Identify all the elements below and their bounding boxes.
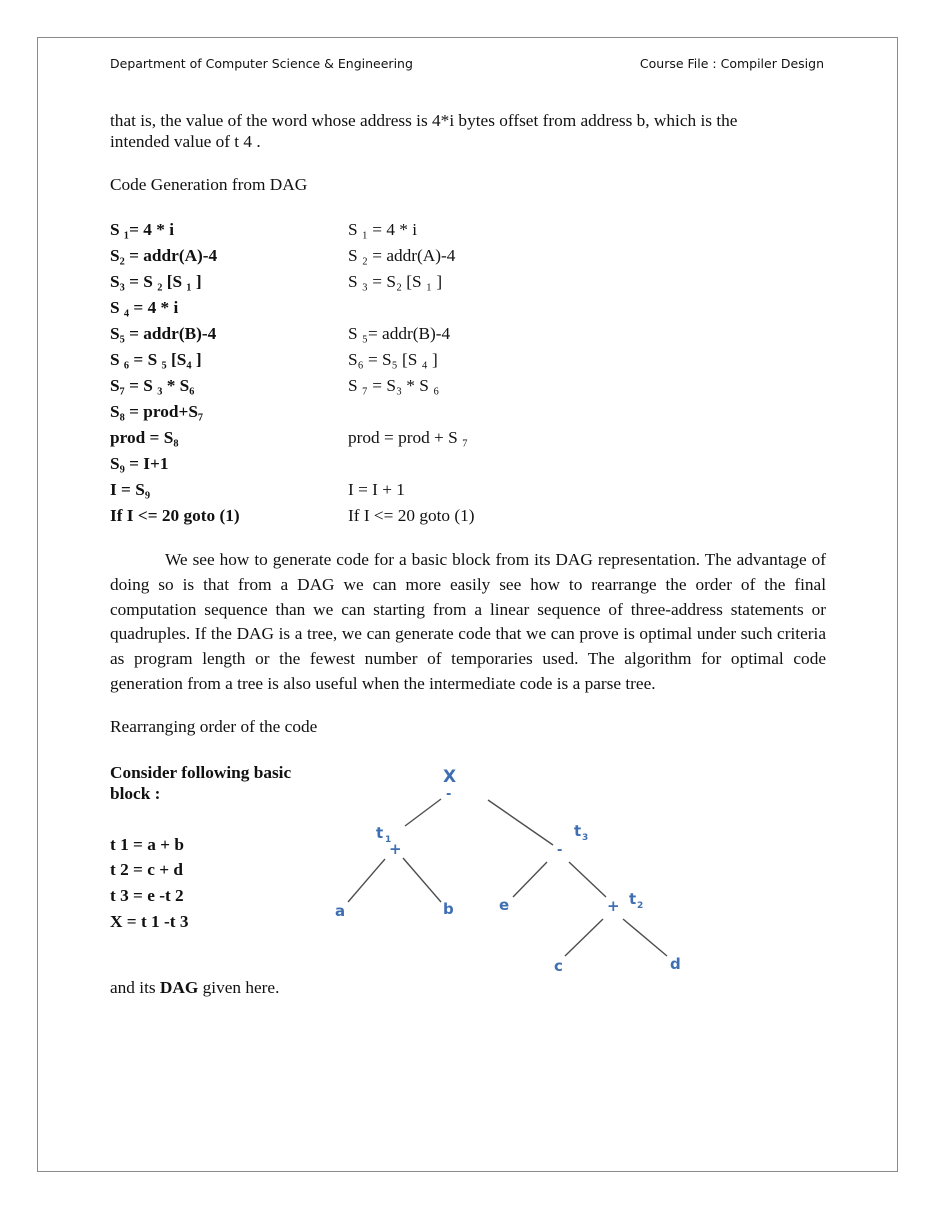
intro-paragraph (110, 110, 826, 152)
code-row (110, 220, 610, 246)
optimized-code: S₅ = addr(B)-4 (110, 324, 217, 343)
leaf-a-label: a (335, 902, 346, 920)
dag-diagram (325, 762, 705, 982)
leaf-c-label: c (554, 957, 563, 975)
original-code: I = I + 1 (348, 480, 405, 499)
edge-t1-b (403, 858, 441, 902)
header-course-file: Course File : Compiler Design (639, 56, 824, 71)
optimized-code: S₇ = S ₃ * S₆ (110, 376, 195, 395)
optimized-code: S₉ = I+1 (110, 454, 169, 473)
optimized-code: S₂ = addr(A)-4 (110, 246, 218, 265)
original-code: S₆ = S₅ [S ₄ ] (348, 350, 438, 369)
edge-t2-c (565, 919, 603, 956)
code-row (110, 402, 610, 428)
dag-edges (348, 799, 667, 956)
basic-block-line: t 2 = c + d (110, 860, 183, 879)
edge-t3-e (513, 862, 547, 897)
t1-subscript: 1 (385, 835, 392, 845)
root-minus-op: - (446, 787, 452, 802)
root-x-label: X (443, 767, 457, 787)
optimized-code: I = S₉ (110, 480, 151, 499)
rearranging-title: Rearranging order of the code (110, 717, 318, 736)
t2-subscript: 2 (637, 901, 644, 911)
t3-subscript: 3 (582, 833, 589, 843)
intro-line-2: intended value of t 4 . (110, 132, 261, 151)
t3-minus-op: - (557, 843, 563, 858)
leaf-d-label: d (670, 955, 681, 973)
code-row (110, 428, 610, 454)
optimized-code: If I <= 20 goto (1) (110, 506, 240, 525)
code-row (110, 376, 610, 402)
original-code: S ₂ = addr(A)-4 (348, 246, 456, 265)
t1-plus-op: + (389, 840, 402, 858)
code-row (110, 480, 610, 506)
optimized-code: S₃ = S ₂ [S ₁ ] (110, 272, 202, 291)
original-code: S ₅= addr(B)-4 (348, 324, 451, 343)
optimized-code: S ₆ = S ₅ [S₄ ] (110, 350, 202, 369)
code-row (110, 324, 610, 350)
edge-x-t1 (405, 799, 441, 826)
optimized-code: S ₄ = 4 * i (110, 298, 179, 317)
edge-x-t3 (488, 800, 553, 845)
section-title: Code Generation from DAG (110, 175, 308, 194)
closing-prefix: and its (110, 978, 160, 997)
t1-label: t (376, 824, 384, 842)
t3-label: t (574, 822, 582, 840)
leaf-b-label: b (443, 900, 454, 918)
basic-block-title: Consider following basic block : (110, 763, 292, 803)
original-code: S ₁ = 4 * i (348, 220, 418, 239)
optimized-code: S₈ = prod+S₇ (110, 402, 204, 421)
edge-t2-d (623, 919, 667, 956)
intro-line-1: that is, the value of the word whose address is 4*i bytes offset from address b, which is the (110, 111, 738, 130)
code-row (110, 350, 610, 376)
dag-labels (335, 767, 681, 975)
original-code: If I <= 20 goto (1) (348, 506, 475, 525)
basic-block-line: t 3 = e -t 2 (110, 886, 184, 905)
t2-label: t (629, 890, 637, 908)
optimized-code: prod = S₈ (110, 428, 179, 447)
closing-dag-word: DAG (159, 978, 199, 997)
code-row (110, 246, 610, 272)
closing-suffix: given here. (198, 978, 280, 997)
code-row (110, 272, 610, 298)
body-paragraph: We see how to generate code for a basic block from its DAG representation. The advantage of doing so is that from a DAG we can more easily see how to rearrange the order of the final computation sequence than we can starting from a linear sequence of three-address statements or quadruples. If the DAG is a tree, we can generate code that we can prove is optimal under such criteria as program length or the fewest number of temporaries used. The algorithm for optimal code generation from a tree is also useful when the intermediate code is a parse tree. (110, 550, 826, 693)
basic-block-line: X = t 1 -t 3 (110, 912, 189, 931)
header-department: Department of Computer Science & Engineering (110, 56, 413, 71)
edge-t1-a (348, 859, 385, 902)
code-row (110, 298, 610, 324)
code-row (110, 454, 610, 480)
original-code: prod = prod + S ₇ (348, 428, 469, 447)
leaf-e-label: e (499, 896, 510, 914)
original-code: S ₇ = S₃ * S ₆ (348, 376, 440, 395)
basic-block-line: t 1 = a + b (110, 835, 184, 854)
edge-t3-t2 (569, 862, 606, 897)
code-row (110, 506, 610, 532)
t2-plus-op: + (607, 897, 620, 915)
optimized-code: S ₁= 4 * i (110, 220, 175, 239)
original-code: S ₃ = S₂ [S ₁ ] (348, 272, 443, 291)
